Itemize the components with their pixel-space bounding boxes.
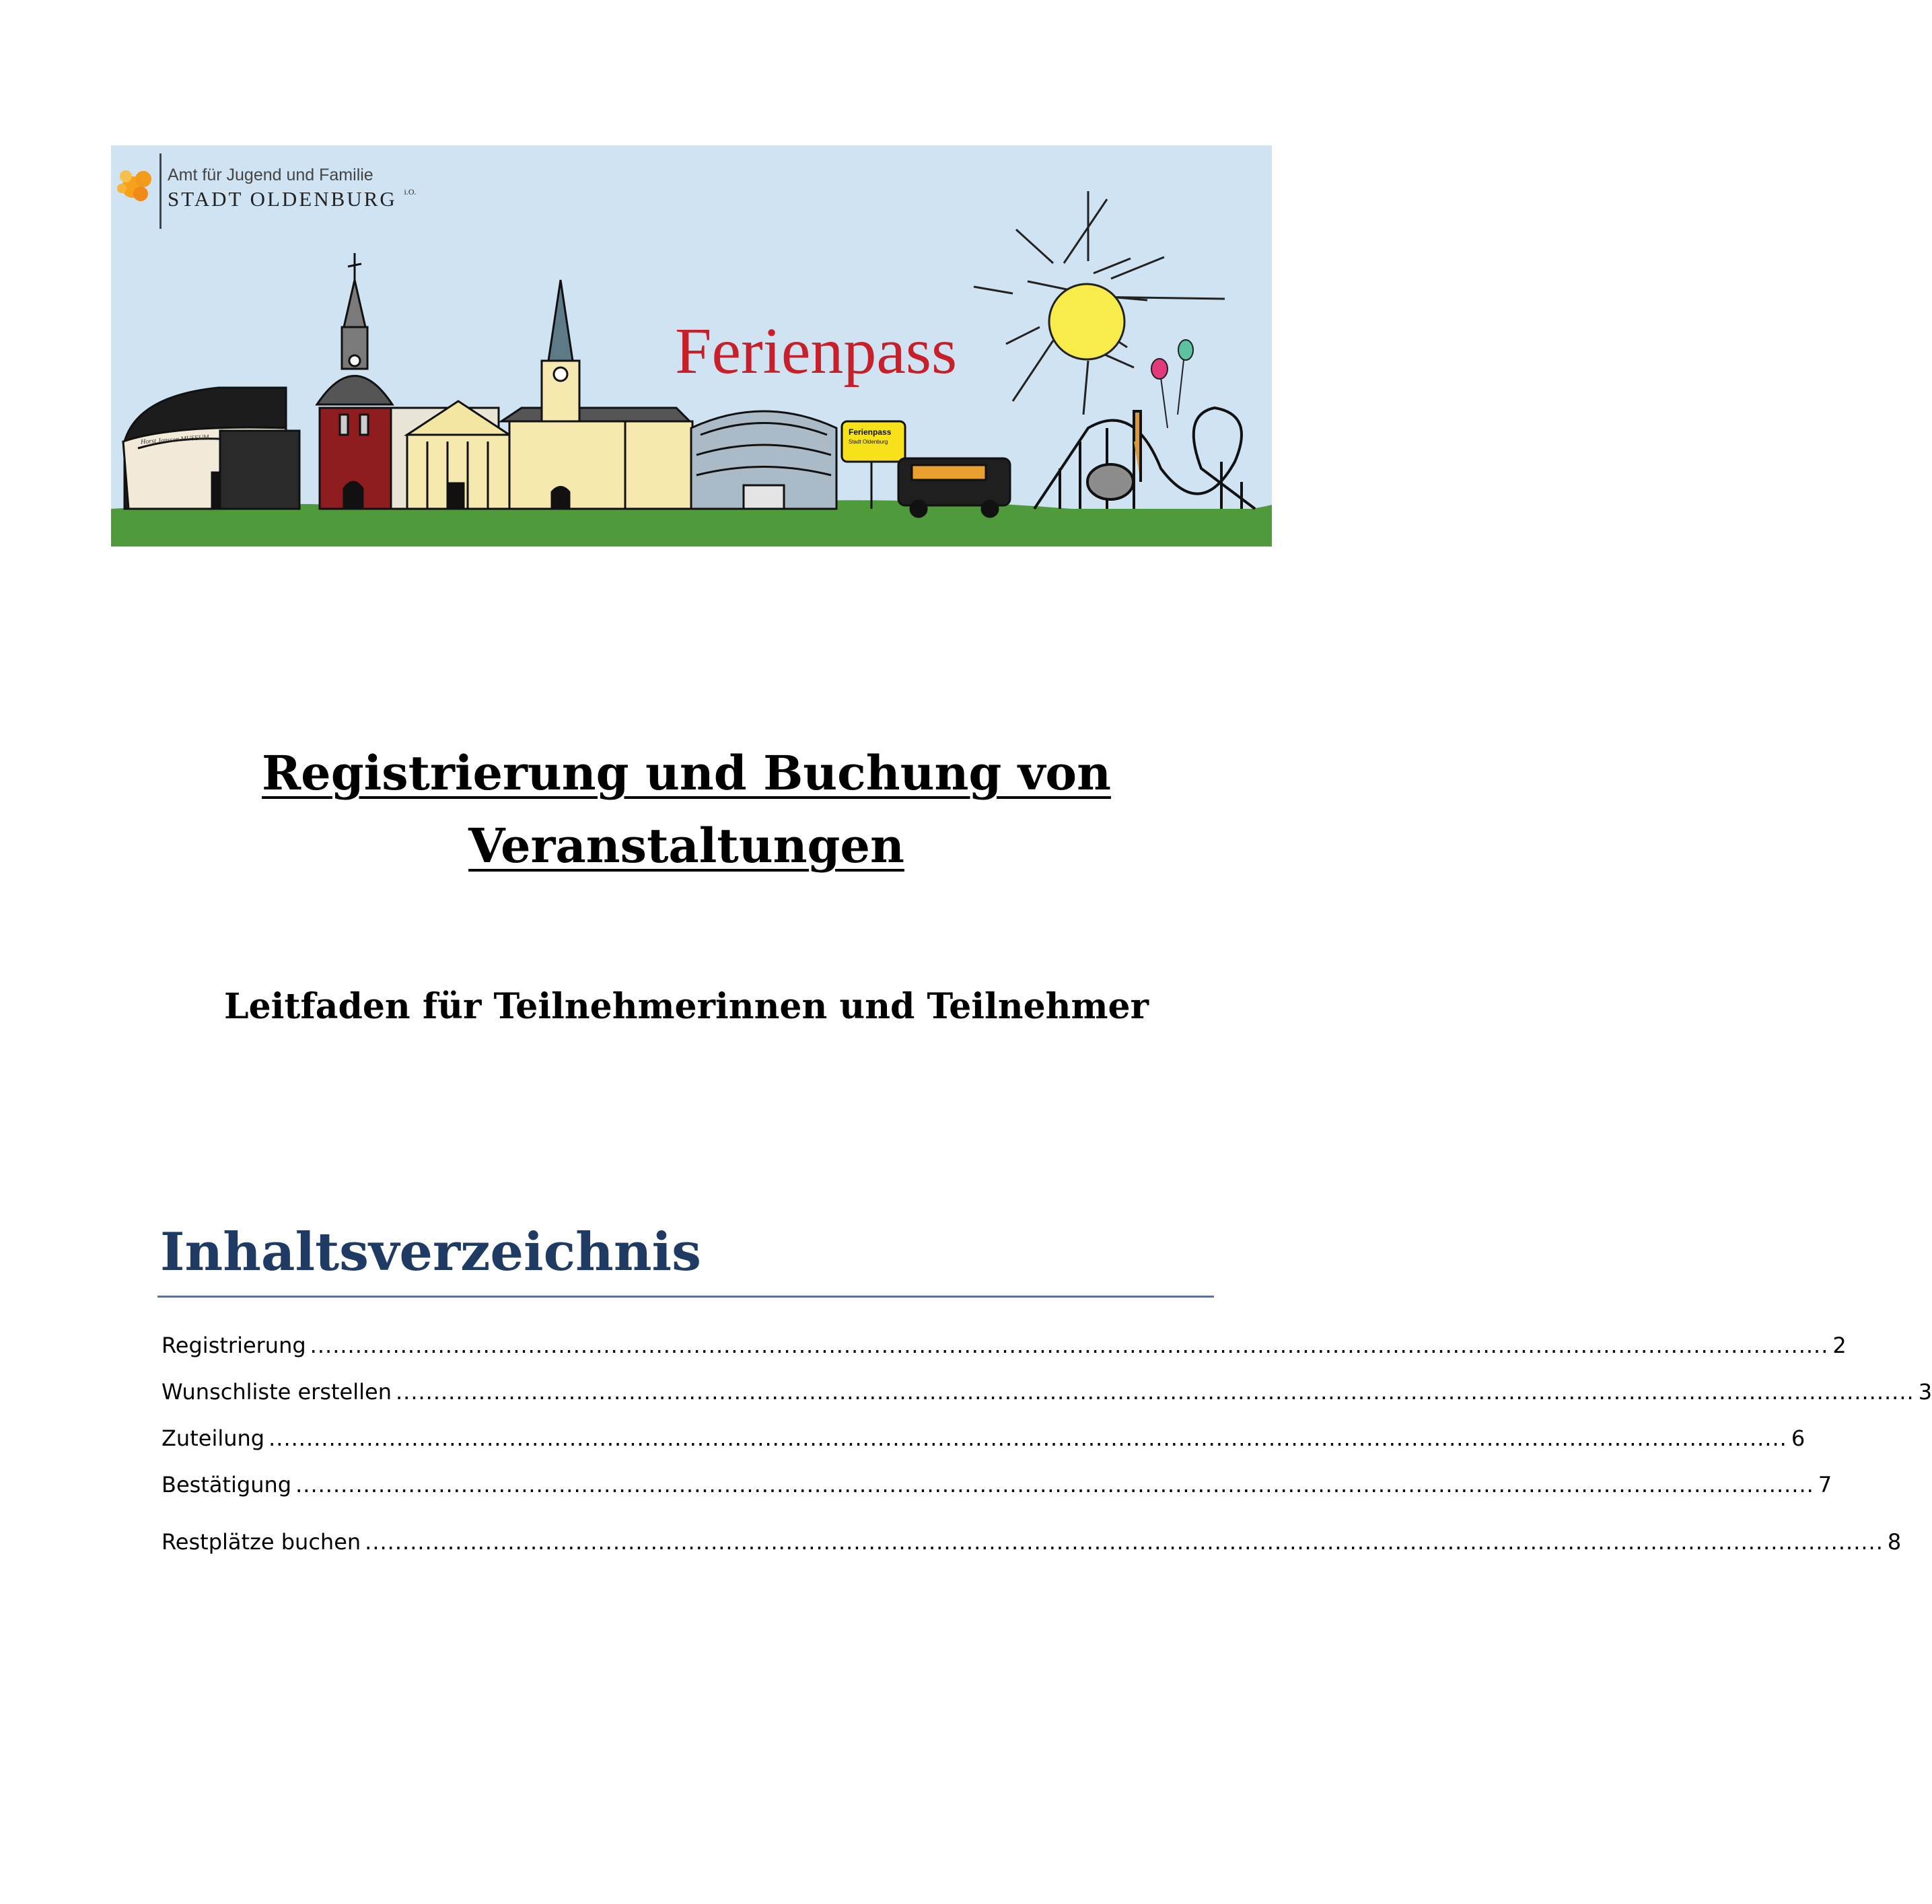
logo-icon bbox=[117, 170, 151, 201]
museum-sign: Horst Janssen MUSEUM bbox=[140, 433, 209, 446]
toc-entry-label: Restplätze buchen bbox=[162, 1529, 361, 1555]
toc-entry-page: 8 bbox=[1887, 1529, 1902, 1555]
theater-building bbox=[391, 401, 509, 509]
logo-city-suffix: i.O. bbox=[404, 187, 417, 197]
toc-entry-bestaetigung[interactable] bbox=[162, 1472, 1832, 1497]
toc-leader-dots: .......................................................................................................................................................................................................... bbox=[395, 1379, 1915, 1405]
town-hall-building bbox=[501, 280, 692, 509]
toc-leader-dots: .......................................................................................................................................................................................................... bbox=[269, 1425, 1787, 1451]
grass bbox=[111, 509, 1272, 546]
ferienpass-banner bbox=[111, 145, 1272, 546]
toc-entry-restplaetze[interactable] bbox=[162, 1529, 1902, 1555]
toc-entry-page: 2 bbox=[1832, 1333, 1847, 1358]
toc-entry-label: Wunschliste erstellen bbox=[162, 1379, 392, 1405]
sun-icon bbox=[974, 191, 1225, 415]
toc-entry-page: 6 bbox=[1791, 1425, 1805, 1451]
logo-department-text: Amt für Jugend und Familie bbox=[168, 166, 373, 184]
toc-entry-label: Zuteilung bbox=[162, 1425, 265, 1451]
toc-divider bbox=[157, 1296, 1214, 1298]
sign-title: Ferienpass bbox=[849, 427, 892, 437]
toc-entry-page: 3 bbox=[1918, 1379, 1932, 1405]
toc-entry-label: Registrierung bbox=[162, 1333, 306, 1358]
balloons-icon bbox=[1151, 340, 1193, 428]
round-building bbox=[691, 411, 836, 509]
toc-entry-zuteilung[interactable] bbox=[162, 1425, 1805, 1451]
document-subtitle: Leitfaden für Teilnehmerinnen und Teilnehmer bbox=[224, 986, 1149, 1027]
toc-entry-label: Bestätigung bbox=[162, 1472, 292, 1497]
toc-leader-dots: .......................................................................................................................................................................................................... bbox=[365, 1529, 1884, 1555]
sign-subtitle: Stadt Oldenburg bbox=[849, 439, 888, 445]
toc-entry-page: 7 bbox=[1818, 1472, 1832, 1497]
logo-divider bbox=[159, 153, 162, 229]
toc-entry-wunschliste[interactable] bbox=[162, 1379, 1932, 1405]
logo-city-name: STADT OLDENBURG bbox=[168, 187, 397, 211]
document-title: Registrierung und Buchung von Veranstaltungen bbox=[261, 745, 1112, 874]
museum-building bbox=[123, 388, 299, 509]
toc-leader-dots: .......................................................................................................................................................................................................... bbox=[310, 1333, 1829, 1358]
toc-leader-dots: .......................................................................................................................................................................................................... bbox=[295, 1472, 1814, 1497]
logo-city-text bbox=[168, 187, 417, 211]
rollercoaster-icon bbox=[1034, 408, 1255, 509]
banner-title: Ferienpass bbox=[675, 315, 958, 388]
toc-entry-registrierung[interactable] bbox=[162, 1333, 1847, 1358]
toc-heading: Inhaltsverzeichnis bbox=[160, 1222, 702, 1283]
